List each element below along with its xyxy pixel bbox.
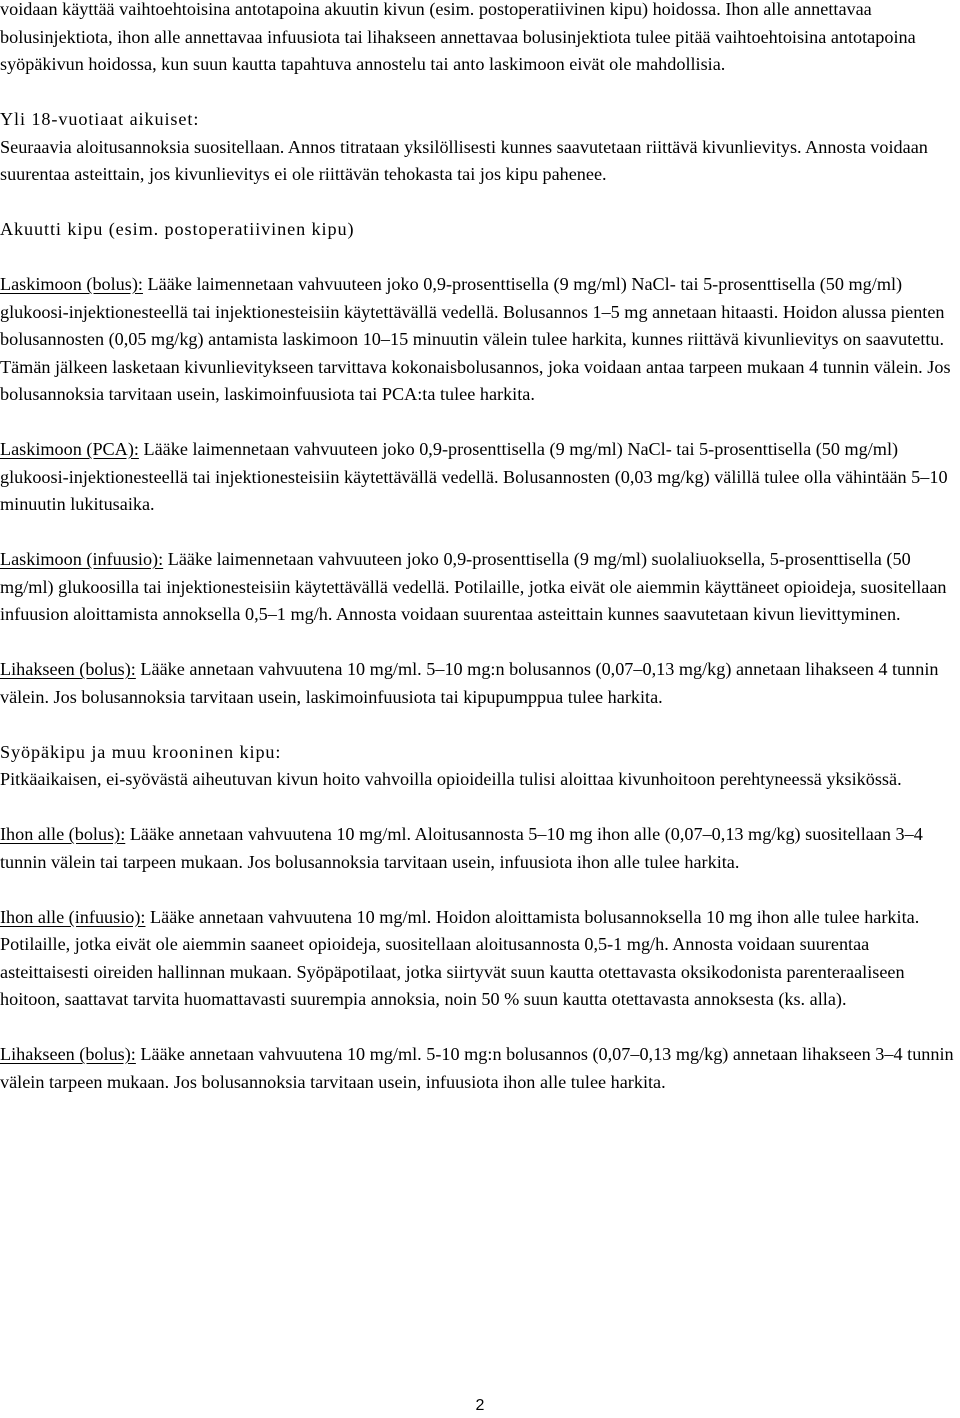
chronic-im-bolus-label: Lihakseen (bolus): (0, 1044, 136, 1064)
acute-pain-heading: Akuutti kipu (esim. postoperatiivinen kipu) (0, 219, 355, 239)
acute-im-bolus-label: Lihakseen (bolus): (0, 659, 136, 679)
chronic-sc-infusion-paragraph (0, 904, 958, 1014)
acute-iv-bolus-text: Lääke laimennetaan vahvuuteen joko 0,9-prosenttisella (9 mg/ml) NaCl- tai 5-prosenttisella (50 mg/ml) glukoosi-injektionesteellä tai injektionesteisiin käytettävällä vedellä. Bolusannos 1–5 mg annetaan hitaasti. Hoidon alussa pienten bolusannosten (0,05 mg/kg) antamista laskimoon 10–15 minuutin välein tulee harkita, kunnes riittävä kivunlievitys on saavutettu. Tämän jälkeen lasketaan kivunlievitykseen tarvittava kokonaisbolusannos, joka voidaan antaa tarpeen mukaan 4 tunnin välein. Jos bolusannoksia tarvitaan usein, laskimoinfuusiota tai PCA:ta tulee harkita. (0, 274, 951, 404)
acute-iv-infusion-label: Laskimoon (infuusio): (0, 549, 164, 569)
chronic-sc-bolus-text: Lääke annetaan vahvuutena 10 mg/ml. Aloitusannosta 5–10 mg ihon alle (0,07–0,13 mg/kg) suositellaan 3–4 tunnin välein tai tarpeen mukaan. Jos bolusannoksia tarvitaan usein, infuusiota ihon alle tulee harkita. (0, 824, 923, 872)
acute-iv-pca-text: Lääke laimennetaan vahvuuteen joko 0,9-prosenttisella (9 mg/ml) NaCl- tai 5-prosenttisella (50 mg/ml) glukoosi-injektionesteellä tai injektionesteisiin käytettävällä vedellä. Bolusannosten (0,03 mg/kg) välillä tulee olla vähintään 5–10 minuutin lukitusaika. (0, 439, 948, 514)
acute-iv-pca-paragraph (0, 436, 958, 519)
chronic-intro-paragraph: Pitkäaikaisen, ei-syövästä aiheutuvan kivun hoito vahvoilla opioideilla tulisi aloittaa kivunhoitoon perehtyneessä yksikössä. (0, 769, 902, 789)
acute-iv-infusion-paragraph (0, 546, 958, 629)
acute-iv-pca-label: Laskimoon (PCA): (0, 439, 139, 459)
acute-iv-bolus-label: Laskimoon (bolus): (0, 274, 143, 294)
adults-paragraph: Seuraavia aloitusannoksia suositellaan. Annos titrataan yksilöllisesti kunnes saavutetaan riittävä kivunlievitys. Annosta voidaan suurentaa asteittain, jos kivunlievitys ei ole riittävän tehokasta tai jos kipu pahenee. (0, 136, 928, 184)
adults-heading: Yli 18-vuotiaat aikuiset: (0, 109, 200, 129)
chronic-sc-infusion-label: Ihon alle (infuusio): (0, 906, 146, 927)
chronic-im-bolus-paragraph (0, 1041, 958, 1096)
acute-iv-infusion-text: Lääke laimennetaan vahvuuteen joko 0,9-prosenttisella (9 mg/ml) suolaliuoksella, 5-prosenttisella (50 mg/ml) glukoosilla tai injektionesteisiin käytettävällä vedellä. Potilaille, jotka eivät ole aiemmin käyttäneet opioideja, suositellaan infuusion aloittamista annoksella 0,5–1 mg/h. Annosta voidaan suurentaa asteittain kunnes saavutetaan kivun lievittyminen. (0, 549, 947, 624)
chronic-pain-heading: Syöpäkipu ja muu krooninen kipu: (0, 741, 282, 762)
intro-paragraph: voidaan käyttää vaihtoehtoisina antotapoina akuutin kivun (esim. postoperatiivinen kipu) hoidossa. Ihon alle annettavaa bolusinjektiota, ihon alle annettavaa infuusiota tai lihakseen annettavaa bolusinjektiota tulee pitää vaihtoehtoisina antotapoina syöpäkivun hoidossa, kun suun kautta tapahtuva annostelu tai anto laskimoon eivät ole mahdollisia. (0, 0, 916, 74)
acute-iv-bolus-paragraph (0, 271, 958, 409)
acute-im-bolus-paragraph (0, 656, 958, 711)
chronic-sc-bolus-label: Ihon alle (bolus): (0, 824, 126, 844)
chronic-sc-infusion-text: Lääke annetaan vahvuutena 10 mg/ml. Hoidon aloittamista bolusannoksella 10 mg ihon alle tulee harkita. Potilaille, jotka eivät ole aiemmin saaneet opioideja, suositellaan aloitusannosta 0,5-1 mg/h. Annosta voidaan suurentaa asteittaisesti oireiden hallinnan mukaan. Syöpäpotilaat, jotka siirtyvät suun kautta otettavasta oksikodonista parenteraaliseen hoitoon, saattavat tarvita huomattavasti suurempia annoksia, noin 50 % suun kautta otettavasta annoksesta (ks. alla). (0, 906, 920, 1009)
acute-im-bolus-text: Lääke annetaan vahvuutena 10 mg/ml. 5–10 mg:n bolusannos (0,07–0,13 mg/kg) annetaan lihakseen 4 tunnin välein. Jos bolusannoksia tarvitaan usein, laskimoinfuusiota tai kipupumppua tulee harkita. (0, 659, 939, 707)
chronic-sc-bolus-paragraph (0, 821, 958, 876)
chronic-im-bolus-text: Lääke annetaan vahvuutena 10 mg/ml. 5-10 mg:n bolusannos (0,07–0,13 mg/kg) annetaan lihakseen 3–4 tunnin välein tarpeen mukaan. Jos bolusannoksia tarvitaan usein, infuusiota ihon alle tulee harkita. (0, 1044, 954, 1092)
page-number: 2 (475, 1397, 485, 1414)
